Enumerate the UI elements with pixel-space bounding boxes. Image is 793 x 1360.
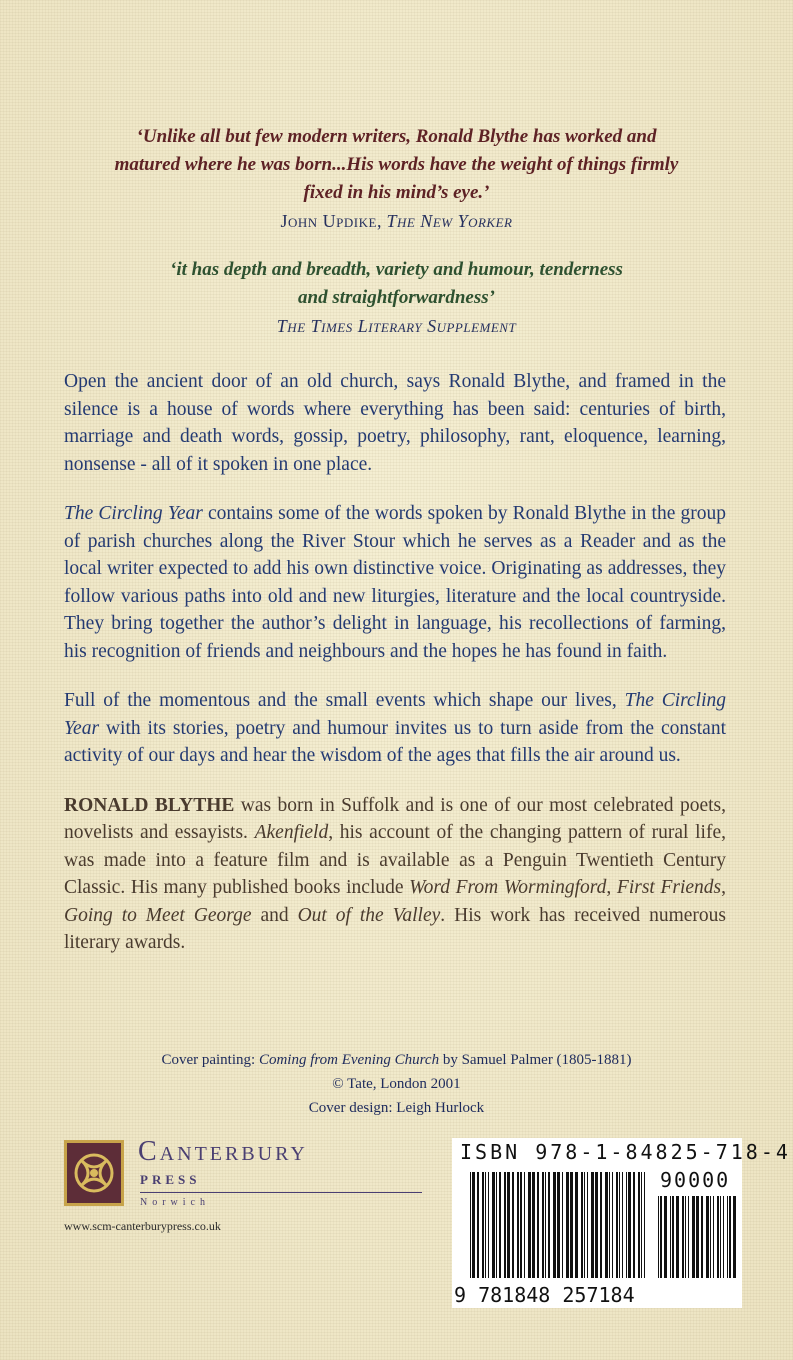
quote-text <box>0 256 793 312</box>
barcode-bar <box>609 1172 610 1278</box>
author-name: RONALD BLYTHE <box>64 794 235 816</box>
copyright-credit: © Tate, London 2001 <box>332 1076 461 1092</box>
barcode-bar <box>672 1196 674 1278</box>
barcode-bar <box>512 1172 514 1278</box>
barcode-bar <box>682 1196 684 1278</box>
barcode-bar <box>628 1172 631 1278</box>
barcode-bar <box>482 1172 484 1278</box>
blurb-paragraph-1: Open the ancient door of an old church, says Ronald Blythe, and framed in the silence is a house of words where everything has been said: centuries of birth, marriage and death words, gossip, poetry, philosophy, rant, eloquence, learning, nonsense - all of it spoken in one place. <box>64 371 726 475</box>
barcode-bar <box>688 1196 689 1278</box>
design-credit: Cover design: Leigh Hurlock <box>308 1100 485 1116</box>
barcode-bar <box>504 1172 506 1278</box>
barcode-bar <box>575 1172 578 1278</box>
quote-publication: The Times Literary Supplement <box>276 316 517 336</box>
barcode-bar <box>619 1172 620 1278</box>
barcode-bar <box>600 1172 602 1278</box>
barcode-bar <box>581 1172 583 1278</box>
barcode-bar <box>557 1172 560 1278</box>
blurb-paragraph-2: The Circling Year contains some of the words spoken by Ronald Blythe in the group of parish churches along the River Stour which he serves as a Reader and as the local writer expected to add his own distinctive voice. Originating as addresses, they follow various paths into old and new liturgies, literature and the local countryside. They bring together the author’s delight in language, his recollections of farming, his recognition of friends and neighbours and the hopes he has found in faith. <box>64 503 727 662</box>
barcode-bar <box>492 1172 495 1278</box>
blurb <box>64 368 726 979</box>
barcode-bar <box>545 1172 546 1278</box>
barcode-bar <box>733 1196 736 1278</box>
barcode-bar <box>701 1196 703 1278</box>
publisher-logo <box>64 1140 124 1206</box>
barcode-bar <box>710 1196 711 1278</box>
barcode-bar <box>496 1172 497 1278</box>
quote-source <box>0 312 793 340</box>
publisher-divider <box>140 1192 422 1193</box>
barcode-bar <box>537 1172 539 1278</box>
barcode-bar <box>587 1172 588 1278</box>
barcode-bar <box>685 1196 686 1278</box>
barcode-bar <box>470 1172 471 1278</box>
barcode-bar <box>727 1196 728 1278</box>
barcode-bar <box>507 1172 510 1278</box>
quote-line: and straightforwardness’ <box>298 287 495 308</box>
barcode-bar <box>612 1172 613 1278</box>
author-bio: RONALD BLYTHE was born in Suffolk and is one of our most celebrated poets, novelists and essayists. Akenfield, his account of the changing pattern of rural life, was made into a feature film and is available as a Penguin Twentieth Century Classic. His many published books include Word From Wormingford, First Friends, Going to Meet George and Out of the Valley. His work has received numerous literary awards. <box>64 794 727 953</box>
barcode-bar <box>638 1172 640 1278</box>
publisher-website: www.scm-canterburypress.co.uk <box>64 1219 221 1233</box>
barcode-bar <box>584 1172 585 1278</box>
publisher-sub: PRESS <box>140 1172 201 1187</box>
barcode-bar <box>633 1172 635 1278</box>
painting-credit: Cover painting: Coming from Evening Church by Samuel Palmer (1805-1881) <box>161 1052 632 1068</box>
barcode-bar <box>658 1196 659 1278</box>
barcode-bar <box>696 1196 699 1278</box>
cover-credits <box>0 1048 793 1120</box>
barcode-bar <box>553 1172 556 1278</box>
quote-author: John Updike, <box>280 211 382 231</box>
barcode-bar <box>626 1172 627 1278</box>
barcode-bar <box>706 1196 709 1278</box>
barcode-bar <box>644 1172 645 1278</box>
barcode-bar <box>524 1172 525 1278</box>
quote-publication: The New Yorker <box>386 211 513 231</box>
barcode-bar <box>622 1172 623 1278</box>
barcode-bar <box>692 1196 695 1278</box>
ean-digits: 9 781848 257184 <box>454 1283 635 1307</box>
barcode-bar <box>542 1172 544 1278</box>
barcode-bar <box>713 1196 714 1278</box>
quote-line: matured where he was born...His words have the weight of things firmly <box>114 154 679 175</box>
barcode-bar <box>723 1196 724 1278</box>
barcode-bar <box>616 1172 618 1278</box>
quote-line: ‘it has depth and breadth, variety and humour, tenderness <box>170 259 623 280</box>
review-quote-tls <box>0 256 793 340</box>
review-quote-updike <box>0 123 793 235</box>
barcode-bar <box>532 1172 535 1278</box>
barcode-bar <box>570 1172 573 1278</box>
barcode-bar <box>595 1172 598 1278</box>
barcode-bar <box>488 1172 489 1278</box>
publisher-city: Norwich <box>140 1197 210 1208</box>
barcode-bar <box>605 1172 608 1278</box>
quote-line: ‘Unlike all but few modern writers, Ronald Blythe has worked and <box>136 126 657 147</box>
barcode-bar <box>717 1196 719 1278</box>
blurb-paragraph-3: Full of the momentous and the small events which shape our lives, The Circling Year with its stories, poetry and humour invites us to turn aside from the constant activity of our days and hear the wisdom of the ages that fills the air around us. <box>64 690 726 766</box>
barcode-bar <box>528 1172 531 1278</box>
barcode-bar <box>562 1172 563 1278</box>
barcode-bar <box>660 1196 662 1278</box>
knot-icon <box>67 1143 121 1203</box>
barcode-bar <box>641 1172 642 1278</box>
quote-text <box>0 123 793 207</box>
barcode-bar <box>664 1196 667 1278</box>
barcode-bar <box>729 1196 731 1278</box>
barcode-bar <box>517 1172 519 1278</box>
book-title: The Circling Year <box>64 503 203 524</box>
barcode-bar <box>485 1172 486 1278</box>
quote-line: fixed in his mind’s eye.’ <box>303 182 490 203</box>
barcode-bar <box>566 1172 569 1278</box>
barcode-bar <box>676 1196 679 1278</box>
barcode-bar <box>548 1172 550 1278</box>
barcode-bar <box>591 1172 594 1278</box>
price-code: 90000 <box>660 1168 731 1192</box>
barcode-bar <box>499 1172 501 1278</box>
barcode-bar <box>670 1196 671 1278</box>
barcode-bar <box>477 1172 479 1278</box>
barcode-bar <box>520 1172 522 1278</box>
isbn-text: ISBN 978-1-84825-718-4 <box>460 1140 791 1164</box>
isbn-barcode <box>452 1138 791 1308</box>
barcode-bar <box>720 1196 721 1278</box>
quote-source <box>0 207 793 235</box>
barcode-bar <box>472 1172 475 1278</box>
publisher-name: Canterbury <box>138 1136 308 1167</box>
book-title: The Circling Year <box>64 690 726 739</box>
